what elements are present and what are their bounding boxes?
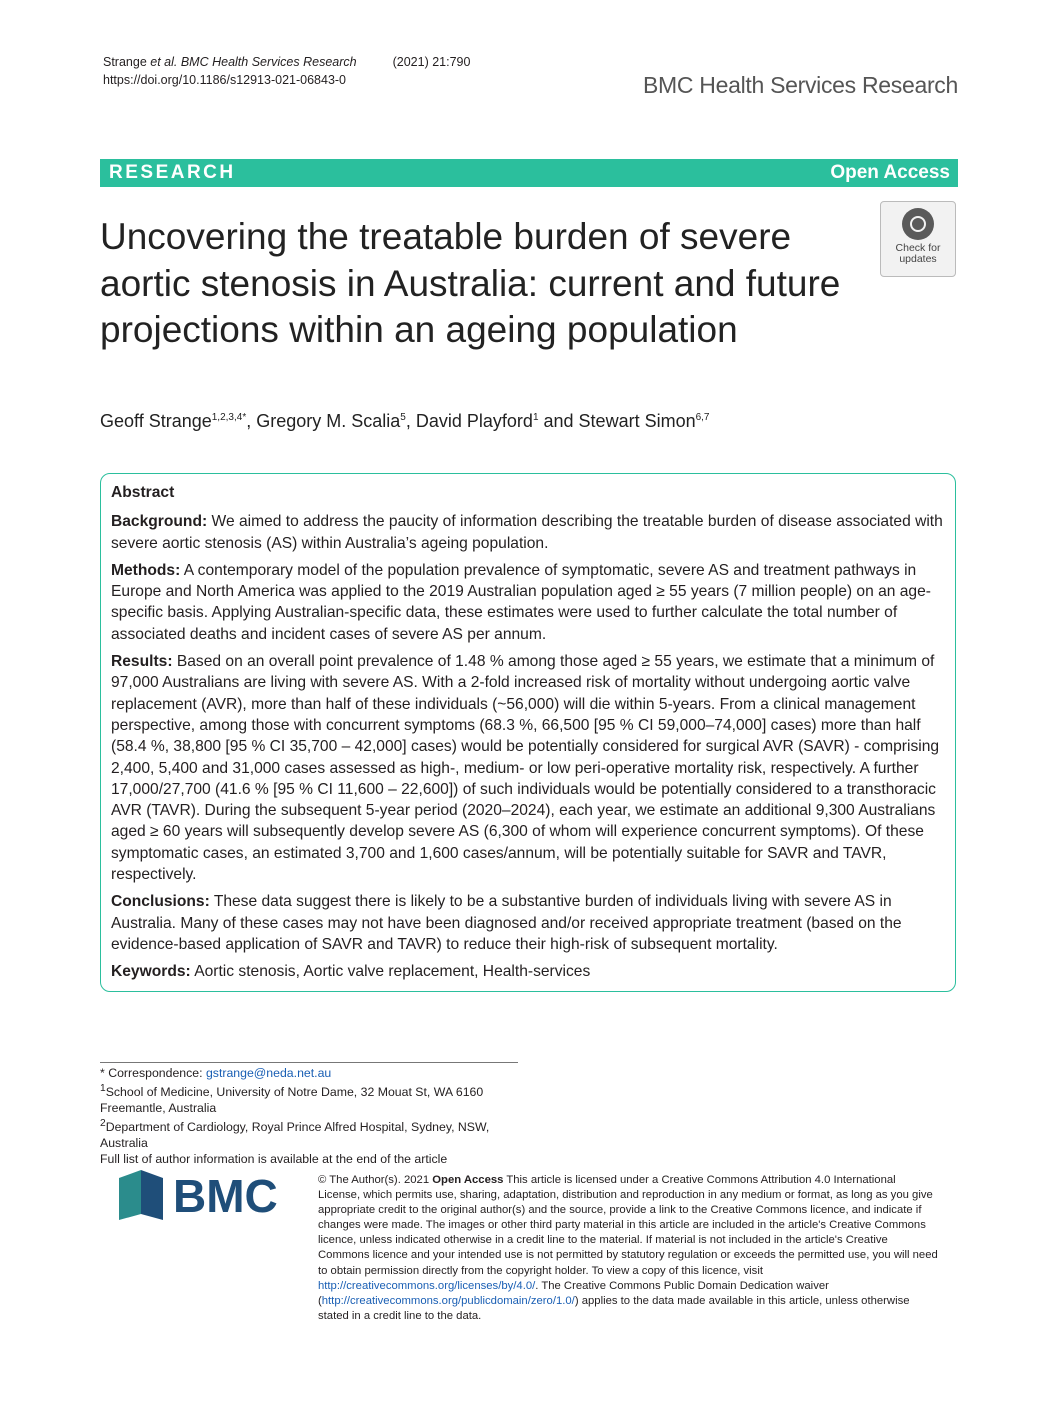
conclusions-text: These data suggest there is likely to be a substantive burden of individuals living with severe AS in Australia. Many of these cases may not have been diagnosed and/or received appropriate treatment (based on the evidence-based application of SAVR and TAVR) to reduce their high-risk of subsequent mortality. [111,893,902,953]
cc-zero-link[interactable]: http://creativecommons.org/publicdomain/zero/1.0/ [321,1294,575,1307]
license-body-3: ) applies to the data made available in this article, unless otherwise stated in a credit line to the data. [318,1294,910,1322]
correspondence [100,1065,520,1081]
affiliation-1-text: School of Medicine, University of Notre Dame, 32 Mouat St, WA 6160 Freemantle, Australia [100,1085,484,1116]
author-separator: , [405,411,416,431]
correspondence-email-link[interactable]: gstrange@neda.net.au [205,1066,332,1080]
affiliation-1 [100,1081,520,1116]
check-updates-label [881,243,955,265]
license-text [318,1173,938,1324]
keywords-label: Keywords: [111,963,191,981]
check-for-updates-button[interactable] [880,201,956,277]
author-separator: and [538,411,579,431]
article-title: Uncovering the treatable burden of severe aortic stenosis in Australia: current and future projections within an ageing population [100,216,841,350]
cite-authors: Strange [103,55,151,69]
bmc-logo-text: BMC [173,1170,278,1220]
author-affiliation-sup: 5 [400,412,406,423]
journal-name: BMC Health Services Research [643,72,958,98]
affiliation-1-sup: 1 [100,1083,106,1094]
cite-year: (2021) 21:790 [392,55,471,69]
bmc-logo [119,1170,299,1220]
check-updates-line1: Check for [895,242,941,254]
license-body-1: This article is licensed under a Creative Commons Attribution 4.0 International License, which permits use, sharing, adaptation, distribution and reproduction in any medium or format, as long as you give appropriate credit to the original author(s) and the source, provide a link to the Creative Commons licence, and indicate if changes were made. The images or other third party material in this article are included in the article's Creative Commons licence, unless indicated otherwise in a credit line to the material. If material is not included in the article's Creative Commons licence and your intended use is not permitted by statutory regulation or exceeds the permitted use, you will need to obtain permission directly from the copyright holder. To view a copy of this licence, visit [318,1174,938,1277]
check-updates-line2: updates [899,253,937,265]
author-separator: , [246,411,257,431]
author-affiliation-sup: 6,7 [695,412,710,423]
author-name[interactable]: Geoff Strange [100,411,212,431]
check-updates-icon [902,208,934,240]
author-name[interactable]: Stewart Simon [578,411,696,431]
background-label: Background: [111,513,208,531]
open-access-label: Open Access [830,162,950,183]
author-affiliation-sup: 1 [532,412,539,423]
license-open-access: Open Access [432,1174,504,1186]
affiliation-2 [100,1116,520,1151]
cite-journal: et al. BMC Health Services Research [150,55,357,69]
abstract-keywords [111,961,947,982]
author-name[interactable]: David Playford [415,411,533,431]
author-name[interactable]: Gregory M. Scalia [256,411,401,431]
abstract-box [100,473,956,992]
background-text: We aimed to address the paucity of information describing the treatable burden of disease associated with severe aortic stenosis (AS) within Australia’s ageing population. [111,513,943,552]
author-list [100,411,710,432]
full-author-info-note: Full list of author information is available at the end of the article [100,1152,448,1167]
methods-label: Methods: [111,561,181,579]
abstract-results [111,651,947,885]
results-text: Based on an overall point prevalence of 1.48 % among those aged ≥ 55 years, we estimate that a minimum of 97,000 Australians are living with severe AS. With a 2-fold increased risk of mortality without undergoing aortic valve replacement (AVR), more than half of these individuals (~56,000) will die within 5-years. From a clinical management perspective, among those with concurrent symptoms (68.3 %, 66,500 [95 % CI 59,000–74,000] cases) more than half (58.4 %, 38,800 [95 % CI 35,700 – 42,000] cases) would be potentially considered for surgical AVR (SAVR) - comprising 2,400, 5,400 and 31,000 cases assessed as high-, medium- or low peri-operative mortality risk, respectively. A further 17,000/27,700 (41.6 % [95 % CI 11,600 – 22,600]) of such individuals would be potentially considered to a transthoracic AVR (TAVR). During the subsequent 5-year period (2020–2024), each year, we estimate an additional 9,300 Australians aged ≥ 60 years will subsequently develop severe AS (6,300 of whom will experience concurrent symptoms). Of these symptomatic cases, an estimated 3,700 and 1,600 cases/annum, will be potentially suitable for SAVR and TAVR, respectively. [111,653,940,884]
article-type-label: RESEARCH [109,162,236,183]
author-affiliation-sup: 1,2,3,4* [211,412,247,423]
abstract-heading: Abstract [111,484,175,501]
methods-text: A contemporary model of the population prevalence of symptomatic, severe AS and treatment pathways in Europe and North America was applied to the 2019 Australian population aged ≥ 55 years (7 million people) on an age-specific basis. Applying Australian-specific data, these estimates were used to further calculate the total number of associated deaths and incident cases of severe AS per annum. [111,561,931,643]
cc-by-link[interactable]: http://creativecommons.org/licenses/by/4.0/ [318,1279,536,1292]
footnotes [100,1065,520,1167]
results-label: Results: [111,653,173,671]
citation-line [103,55,470,69]
conclusions-label: Conclusions: [111,893,210,911]
abstract-background [111,511,947,554]
abstract-methods [111,560,947,645]
affiliation-2-text: Department of Cardiology, Royal Prince Alfred Hospital, Sydney, NSW, Australia [100,1120,490,1151]
affiliation-2-sup: 2 [100,1118,106,1130]
license-prefix: © The Author(s). 2021 [318,1174,433,1186]
abstract-conclusions [111,891,947,955]
section-banner [100,159,958,187]
doi-link[interactable]: https://doi.org/10.1186/s12913-021-06843-0 [103,73,347,87]
correspondence-label: * Correspondence: [100,1066,206,1080]
keywords-text: Aortic stenosis, Aortic valve replacement, Health-services [190,963,591,981]
footnote-divider [100,1062,518,1063]
license-body-2: . The Creative Commons Public Domain Dedication waiver ( [318,1279,829,1307]
